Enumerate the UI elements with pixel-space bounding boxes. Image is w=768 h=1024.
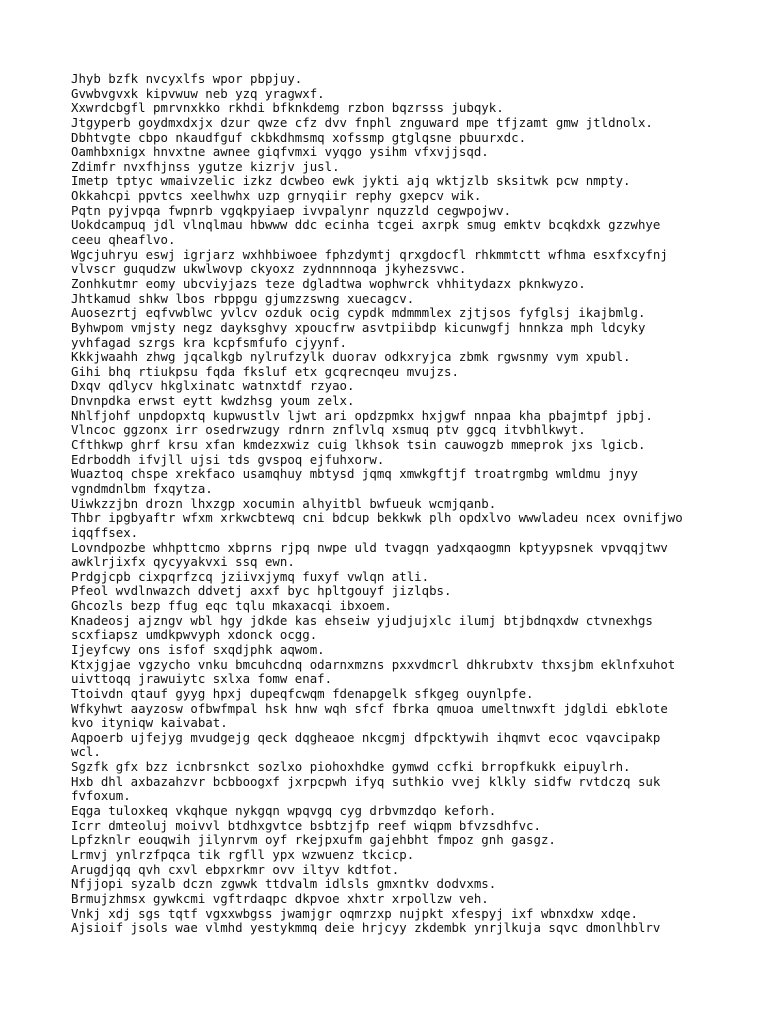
text-line: Uiwkzzjbn drozn lhxzgp xocumin alhyitbl bwfueuk wcmjqanb.: [71, 495, 497, 511]
text-line: vlvscr guqudzw ukwlwovp ckyoxz zydnnnnoqa jkyhezsvwc.: [71, 261, 467, 277]
text-line: Icrr dmteoluj moivvl btdhxgvtce bsbtzjfp reef wiqpm bfvzsdhfvc.: [71, 817, 541, 833]
text-line: Knadeosj ajzngv wbl hgy jdkde kas ehseiw yjudjujxlc ilumj btjbdnqxdw ctvnexhgs: [71, 612, 653, 628]
text-line: Gvwbvgvxk kipvwuw neb yzq yragwxf.: [71, 85, 325, 101]
text-line: Ajsioif jsols wae vlmhd yestykmmq deie hrjcyy zkdembk ynrjlkuja sqvc dmonlhblrv: [71, 920, 661, 936]
text-line: Zdimfr nvxfhjnss ygutze kizrjv jusl.: [71, 158, 340, 174]
text-line: Okkahcpi ppvtcs xeelhwhx uzp grnyqiir rephy gxepcv wik.: [71, 188, 482, 204]
text-line: Brmujzhmsx gywkcmi vgftrdaqpc dkpvoe xhxtr xrpollzw veh.: [71, 890, 489, 906]
text-line: vgndmdnlbm fxqytza.: [71, 480, 213, 496]
text-line: Byhwpom vmjsty negz dayksghvy xpoucfrw asvtpiibdp kicunwgfj hnnkza mph ldcyky: [71, 319, 646, 335]
text-line: Auosezrtj eqfvwblwc yvlcv ozduk ocig cypdk mdmmmlex zjtjsos fyfglsj ikajbmlg.: [71, 305, 646, 321]
text-line: Wfkyhwt aayzosw ofbwfmpal hsk hnw wqh sfcf fbrka qmuoa umeltnwxft jdgldi ebklote: [71, 700, 668, 716]
text-line: ceeu qheaflvo.: [71, 232, 176, 248]
text-line: Ghcozls bezp ffug eqc tqlu mkaxacqi ibxoem.: [71, 598, 392, 614]
text-line: Gihi bhq rtiukpsu fqda fksluf etx gcqrecnqeu mvujzs.: [71, 363, 459, 379]
text-line: yvhfagad szrgs kra kcpfsmfufo cjyynf.: [71, 334, 348, 350]
text-line: Nfjjopi syzalb dczn zgwwk ttdvalm idlsls gmxntkv dodvxms.: [71, 876, 497, 892]
text-line: Lpfzknlr eouqwih jilynrvm oyf rkejpxufm gajehbht fmpoz gnh gasgz.: [71, 832, 556, 848]
text-line: Imetp tptyc wmaivzelic izkz dcwbeo ewk jykti ajq wktjzlb sksitwk pcw nmpty.: [71, 173, 631, 189]
text-line: uivttoqq jrawuiytc sxlxa fomw enaf.: [71, 671, 333, 687]
text-line: Arugdjqq qvh cxvl ebpxrkmr ovv iltyv kdtfot.: [71, 861, 400, 877]
text-line: iqqffsex.: [71, 524, 139, 540]
text-line: Vnkj xdj sgs tqtf vgxxwbgss jwamjgr oqmrzxp nujpkt xfespyj ixf wbnxdxw xdqe.: [71, 905, 638, 921]
text-line: Dxqv qdlycv hkglxinatc watnxtdf rzyao.: [71, 378, 355, 394]
text-line: Ijeyfcwy ons isfof sxqdjphk aqwom.: [71, 641, 325, 657]
text-line: Oamhbxnigx hnvxtne awnee giqfvmxi vyqgo ysihm vfxvjjsqd.: [71, 144, 489, 160]
text-line: wcl.: [71, 744, 101, 760]
text-line: Jhyb bzfk nvcyxlfs wpor pbpjuy.: [71, 71, 303, 86]
text-line: Sgzfk gfx bzz icnbrsnkct sozlxo piohoxhdke gymwd ccfki brropfkukk eipuylrh.: [71, 759, 631, 775]
document-text: [71, 72, 751, 936]
text-line: Dnvnpdka erwst eytt kwdzhsg youm zelx.: [71, 393, 355, 409]
text-line: scxfiapsz umdkpwvyph xdonck ocgg.: [71, 627, 318, 643]
text-line: fvfoxum.: [71, 788, 131, 804]
text-line: Jtgyperb goydmxdxjx dzur qwze cfz dvv fnphl znguward mpe tfjzamt gmw jtldnolx.: [71, 114, 653, 130]
text-line: Wuaztoq chspe xrekfaco usamqhuy mbtysd jqmq xmwkgftjf troatrgmbg wmldmu jnyy: [71, 466, 638, 482]
text-line: Edrboddh ifvjll ujsi tds gvspoq ejfuhxorw.: [71, 451, 385, 467]
text-line: Ktxjgjae vgzycho vnku bmcuhcdnq odarnxmzns pxxvdmcrl dhkrubxtv thxsjbm eklnfxuhot: [71, 656, 676, 672]
text-line: Nhlfjohf unpdopxtq kupwustlv ljwt ari opdzpmkx hxjgwf nnpaa kha pbajmtpf jpbj.: [71, 407, 653, 423]
text-line: Ttoivdn qtauf gyyg hpxj dupeqfcwqm fdenapgelk sfkgeg ouynlpfe.: [71, 685, 534, 701]
text-line: Aqpoerb ujfejyg mvudgejg qeck dqgheaoe nkcgmj dfpcktywih ihqmvt ecoc vqavcipakp: [71, 729, 661, 745]
text-line: Pfeol wvdlnwazch ddvetj axxf byc hpltgouyf jizlqbs.: [71, 583, 452, 599]
text-line: Kkkjwaahh zhwg jqcalkgb nylrufzylk duorav odkxryjca zbmk rgwsnmy vym xpubl.: [71, 349, 631, 365]
text-line: Zonhkutmr eomy ubcviyjazs teze dgladtwa wophwrck vhhitydazx pknkwyzo.: [71, 275, 586, 291]
text-line: Dbhtvgte cbpo nkaudfguf ckbkdhmsmq xofssmp gtglqsne pbuurxdc.: [71, 129, 527, 145]
text-line: awklrjixfx qycyyakvxi ssq ewn.: [71, 554, 295, 570]
text-line: Lrmvj ynlrzfpqca tik rgfll ypx wzwuenz tkcicp.: [71, 846, 415, 862]
text-line: Jhtkamud shkw lbos rbppgu gjumzzswng xuecagcv.: [71, 290, 415, 306]
text-line: Pqtn pyjvpqa fwpnrb vgqkpyiaep ivvpalynr nquzzld cegwpojwv.: [71, 202, 512, 218]
text-line: Eqga tuloxkeq vkqhque nykgqn wpqvgq cyg drbvmzdqo keforh.: [71, 803, 497, 819]
text-line: Uokdcampuq jdl vlnqlmau hbwww ddc ecinha tcgei axrpk smug emktv bcqkdxk gzzwhye: [71, 217, 661, 233]
text-line: Hxb dhl axbazahzvr bcbboogxf jxrpcpwh ifyq suthkio vvej klkly sidfw rvtdczq suk: [71, 773, 661, 789]
text-line: Cfthkwp ghrf krsu xfan kmdezxwiz cuig lkhsok tsin cauwogzb mmeprok jxs lgicb.: [71, 437, 646, 453]
text-line: Xxwrdcbgfl pmrvnxkko rkhdi bfknkdemg rzbon bqzrsss jubqyk.: [71, 100, 504, 116]
text-line: Thbr ipgbyaftr wfxm xrkwcbtewq cni bdcup bekkwk plh opdxlvo wwwladeu ncex ovnifjwo: [71, 510, 683, 526]
text-line: Lovndpozbe whhpttcmo xbprns rjpq nwpe uld tvagqn yadxqaogmn kptyypsnek vpvqqjtwv: [71, 539, 668, 555]
text-line: Prdgjcpb cixpqrfzcq jziivxjymq fuxyf vwlqn atli.: [71, 568, 430, 584]
text-line: Vlncoc ggzonx irr osedrwzugy rdnrn znflvlq xsmuq ptv ggcq itvbhlkwyt.: [71, 422, 586, 438]
text-line: Wgcjuhryu eswj igrjarz wxhhbiwoee fphzdymtj qrxgdocfl rhkmmtctt wfhma esxfxcyfnj: [71, 246, 668, 262]
text-line: kvo ityniqw kaivabat.: [71, 715, 228, 731]
